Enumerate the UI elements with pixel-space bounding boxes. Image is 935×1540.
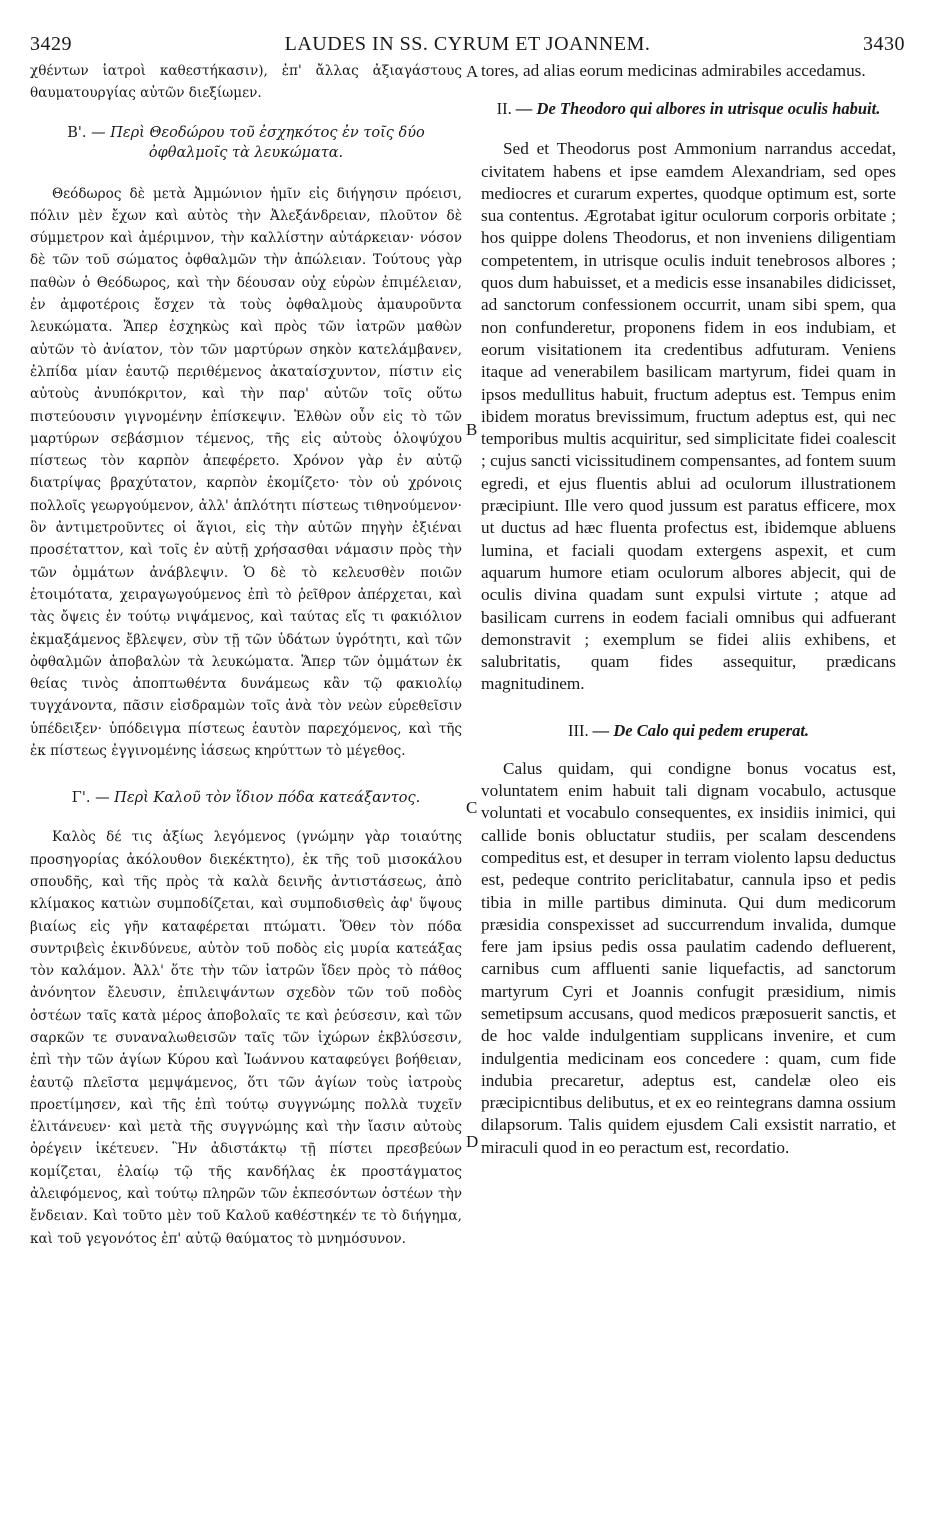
greek-section-3-text: Καλὸς δέ τις ἀξίως λεγόμενος (γνώμην γὰρ τοιαύτης προσηγορίας ἀκόλουθον διεκέκτητο), ἐκ τῆς τοῦ μισοκάλου σπουδῆς, καὶ τῆς πρὸς τὰ καλὰ δεινῆς ἀντιστάσεως, ἀπὸ κλίμακος κατιὼν συμποδίζεται, καὶ συμποδισθεὶς ἀφ' ὕψους βιαίως εἰς γῆν καταφέρεται πτώματι. Ὅθεν τὸν πόδα συντριβεὶς ἐκινδύνευε, αὐτὸν τοῦ ποδὸς εἰς μυρία κατεάξας τὸν καλάμον. Ἀλλ' ὅτε τὴν τῶν ἰατρῶν ἴδεν πρὸς τὸ πάθος ἀνόνητον ἔλευσιν, ἐπιλειψάντων σχεδὸν τῶν τοῦ ποδὸς ὀστέων ταῖς κατὰ μέρος ἀποβολαῖς τε καὶ ῥεύσεσιν, καὶ τῶν σαρκῶν τε συναναλωθεισῶν ταῖς τῶν ἰχώρων ἐκβλύσεσιν, ἐπὶ τὴν τῶν ἁγίων Κύρου καὶ Ἰωάννου καταφεύγει βοήθειαν, ἑαυτῷ πλεῖστα μεμψάμενος, ὅτι τῶν ἁγίων τοὺς ἰατροὺς προετίμησεν, καὶ τῆς ἐπὶ τούτῳ συγγνώμης πολλὰ τυχεῖν ἐλιτάνευεν· καὶ μετὰ τῆς συγγνώμης καὶ τὴν ἴασιν αὐτοὺς ὀρέγειν ἱκέτευεν. Ἣν ἀδιστάκτῳ τῇ πίστει πρεσβεύων κομίζεται, ἐλαίῳ τῷ τῆς κανδήλας ἐκ προστάγματος ἀλειφόμενος, καὶ τούτῳ πληρῶν τῶν ἐκπεσόντων ὀστέων τὴν ἔνδειαν. Καὶ τοῦτο μὲν τοῦ Καλοῦ καθέστηκέν τε τὸ διήγημα, καὶ τοῦ γεγονότος ἐπ' αὐτῷ θαύματος τὸ μνημόσυνον. (30, 829, 462, 1247)
latin-section-2-number: II. (496, 99, 512, 119)
margin-letter-c: C (466, 798, 478, 817)
margin-letter-b: B (466, 420, 478, 439)
greek-section-3-number: Γ'. (71, 790, 91, 807)
latin-section-3-title: — De Calo qui pedem eruperat. (592, 720, 810, 740)
page-number-right: 3430 (863, 33, 905, 55)
margin-letter-a: A (466, 62, 479, 81)
margin-letter-d: D (466, 1132, 479, 1151)
greek-section-2-number: Β'. (67, 124, 87, 141)
greek-section-3-heading (30, 788, 462, 808)
running-title: LAUDES IN SS. CYRUM ET JOANNEM. (284, 33, 651, 55)
page-number-left: 3429 (30, 33, 72, 55)
greek-section-3-title: — Περὶ Καλοῦ τὸν ἴδιον πόδα κατεάξαντος. (95, 790, 421, 807)
latin-section-3-text: Calus quidam, qui condigne bonus vocatus est, voluntatem enim habuit tali dignam vocabulo, actusque voluntati et vocabulo consequentes, ex insidiis inimici, qui callide bonis obluctatur studiis, per scalam descendens compeditus est, et desuper in terram violento lapsu deductus est, pedeque contrito periclitabatur, cannula ipso et pedis tibia in mille partibus diminuta. Qui dum medicorum præsidia conspexisset ad succurrendum invalida, dumque fere jam ipsius pedis ossa paulatim cadendo defluerent, carnibus cum affluenti sanie liquefactis, ad sanctorum martyrum Cyri et Joannis confugit præsidium, nimis semetipsum accusans, quod medicos præposuerit sanctis, et de hoc valde indulgentiam supplicans invenire, et cum indulgentia medicinam eos concedere : quam, cum fide indubia precaretur, adeptus est, candelæ oleo eis præcipicntibus delibutus, et ex eo reintegrans damna ossium dilapsorum. Talis quidem ejusdem Cali exsistit narratio, et miraculi quod in eo peractum est, recordatio. (481, 758, 896, 1157)
latin-section-3-heading (481, 722, 896, 740)
greek-column (30, 60, 462, 1250)
greek-section-2-heading (30, 123, 462, 163)
greek-intro-text: χθέντων ἰατροὶ καθεστήκασιν), ἐπ' ἄλλας ἀξιαγάστους θαυματουργίας αὐτῶν διεξίωμεν. (30, 63, 462, 102)
latin-section-3-number: III. (567, 720, 589, 740)
latin-column (481, 60, 896, 1159)
greek-section-2-text: Θεόδωρος δὲ μετὰ Ἀμμώνιον ἡμῖν εἰς διήγησιν πρόεισι, πόλιν μὲν ἔχων καὶ αὐτὸς τὴν Ἀλεξάνδρειαν, πλοῦτον δὲ σύμμετρον καὶ ἀμέριμνον, τὴν καλλίστην αὐτάρκειαν· νόσον δὲ τῶν τοῦ σώματος ὀφθαλμῶν τὴν ἀπώλειαν. Τούτους γὰρ παθὼν ὁ Θεόδωρος, καὶ τὴν δέουσαν οὐχ εὑρὼν ἐπιμέλειαν, ἐν ἀμφοτέροις ἔσχεν τὰ τοὺς ὀφθαλμοὺς ἀμαυροῦντα λευκώματα. Ἅπερ ἐσχηκὼς καὶ πρὸς τῶν ἰατρῶν μαθὼν αὐτῶν τὸ ἀνίατον, τὸν τῶν μαρτύρων σηκὸν κατελάμβανεν, ἐλπίδα μίαν ἑαυτῷ περιθέμενος ἀκαταίσχυντον, πίστιν εἰς αὐτοὺς ἀνυπόκριτον, καὶ τὴν παρ' αὐτῶν τοῖς οὕτω πιστεύουσιν γιγνομένην ἐπίσκεψιν. Ἐλθὼν οὖν εἰς τὸ τῶν μαρτύρων σεβάσμιον τέμενος, τῆς εἰς αὐτοὺς ὁλοψύχου πίστεως τὸν καρπὸν ἀπεφέρετο. Χρόνον γὰρ ἐν αὐτῷ διατρίψας βραχύτατον, καρπὸν ἐκομίζετο· τὸν οὐ χρόνοις πολλοῖς γεωργούμενον, ἀλλ' ἁπλότητι πίστεως τιθηνούμενον· ὃν ἀντιμετροῦντες οἱ ἅγιοι, εἰς τὴν αὐτῶν πηγὴν ἐξιέναι προσέταττον, καὶ τοῖς ἐν αὐτῇ χρήσασθαι νάμασιν πρὸς τὴν τῶν ὀμμάτων ἀνάβλεψιν. Ὁ δὲ τὸ κελευσθὲν ποιῶν ἑτοιμότατα, χειραγωγούμενος ἐπὶ τὸ ῥεῖθρον ἀπέρχεται, καὶ τὰς ὄψεις ἐν τούτῳ νιψάμενος, καὶ ταύτας εἴς τι φακιόλιον ἐκμαξάμενος ἔβλεψεν, σὺν τῇ τῶν ὑδάτων ὑγρότητι, καὶ τῶν ὀφθαλμῶν ἀποβαλὼν τὰ λευκώματα. Ἅπερ τῶν ὀμμάτων ἐκ θείας τινὸς ἀποπτωθέντα δυνάμεως κἂν τῷ φακιολίῳ τυγχάνοντα, πᾶσιν εἰσδραμὼν τοῖς ἀνὰ τὸν νεὼν εὑρεθεῖσιν ὑπέδειξεν· ὑπόδειγμα πίστεως ἑαυτὸν παρεχόμενος, καὶ τῆς ἐκ πίστεως ἐγγινομένης ἰάσεως κηρύττων τὸ μέγεθος. (30, 185, 462, 760)
greek-section-2-title: — Περὶ Θεοδώρου τοῦ ἐσχηκότος ἐν τοῖς δύο ὀφθαλμοῖς τὰ λευκώματα. (91, 124, 425, 161)
latin-intro-text: tores, ad alias eorum medicinas admirabiles accedamus. (481, 61, 866, 80)
latin-section-2-text: Sed et Theodorus post Ammonium narrandus accedat, civitatem habens et ipse eamdem Alexandriam, sed opes mediocres et curarum expertes, quodque optimum est, sorte sua contentus. Ægrotabat igitur oculorum corporis orbitate ; hos quippe dolens Theodorus, et non inveniens diligentiam competentem, in utrisque oculis induit tenebrosos albores ; quos dum habuisset, et a medicis esse insanabiles didicisset, ad sanctorum confessionem occurrit, unam sibi spem, qua non confunderetur, proponens fidem in eos indubiam, et eorum visitationem ita credentibus adfuturam. Veniens itaque ad venerabilem basilicam martyrum, fidei quam in ipsos medullitus habuit, fructum adeptus est. Tempus enim ibidem moratus brevissimum, fructum adeptus est, qui nec temporibus multis acquiritur, sed simplicitate fidei coalescit ; cujus sancti vicissitudinem compensantes, ad fontem suum egredi, et ejus fluentis ablui ad oculorum illustrationem præcipiunt. Ille vero quod jussum est paratus efficere, mox ut ductus ad hæc fluenta profectus est, ibidemque abluens lumina, et faciali quodam extergens aspexit, et cum aquarum humore etiam oculorum albores abjecit, qui de oculis divina quadam sunt expulsi virtute ; atque ad basilicam currens in eodem faciali omnibus qui adfuerant demonstravit ; exemplum se fidei aliis exhibens, et salubritatis, quam fides assequitur, prædicans magnitudinem. (481, 139, 896, 694)
running-head (30, 33, 905, 59)
latin-section-2-heading (481, 100, 896, 118)
latin-section-2-title: — De Theodoro qui albores in utrisque oculis habuit. (515, 99, 881, 119)
